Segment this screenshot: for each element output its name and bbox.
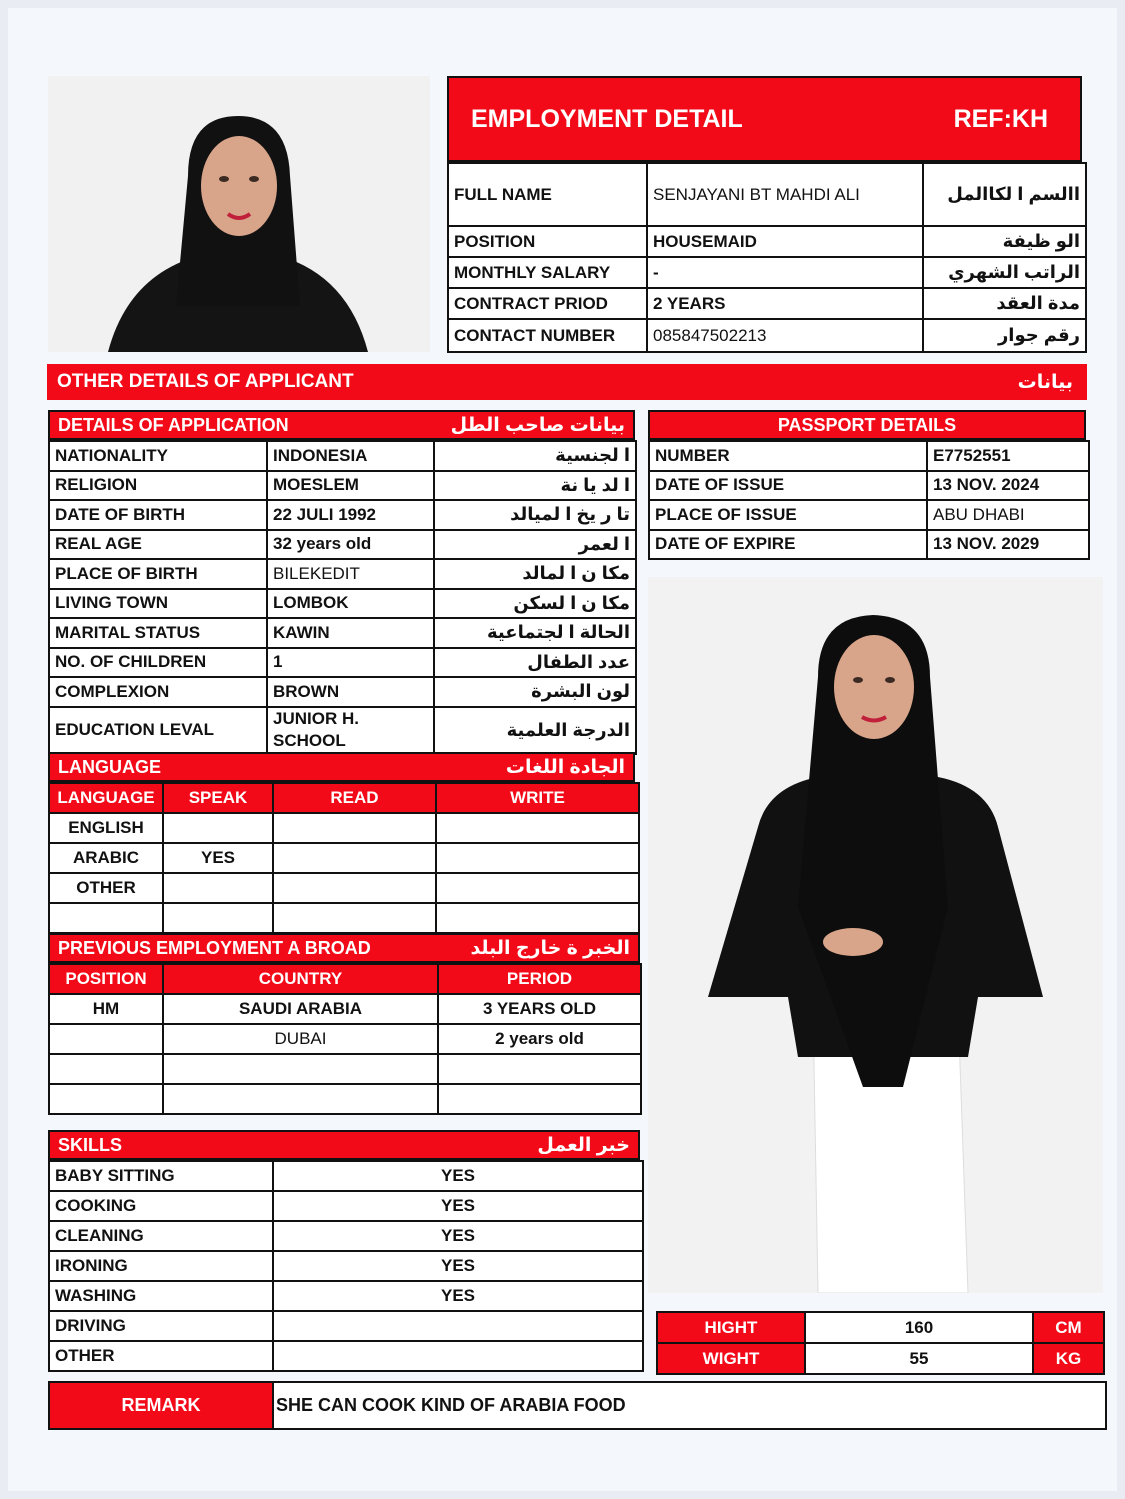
- table-row: [49, 1054, 641, 1084]
- other-details-title-arabic: بيانات: [1017, 371, 1073, 393]
- other-details-title: OTHER DETAILS OF APPLICANT: [57, 371, 354, 392]
- field-label-arabic: الو ظيفة: [923, 226, 1086, 257]
- column-header: PERIOD: [438, 964, 641, 994]
- passport-header: [648, 410, 1086, 440]
- field-label-arabic: ا لجنسية: [434, 441, 636, 471]
- field-label: FULL NAME: [448, 163, 647, 226]
- country-cell: SAUDI ARABIA: [163, 994, 438, 1024]
- field-label: MONTHLY SALARY: [448, 257, 647, 288]
- field-label-arabic: رقم جوار: [923, 319, 1086, 352]
- skill-name: CLEANING: [49, 1221, 273, 1251]
- field-label: CONTACT NUMBER: [448, 319, 647, 352]
- read-cell: [273, 903, 436, 933]
- skill-value: YES: [273, 1191, 643, 1221]
- table-row: [649, 441, 1089, 471]
- position-cell: [49, 1084, 163, 1114]
- speak-cell: [163, 903, 273, 933]
- table-row: [49, 1341, 643, 1371]
- passport-field-value: ABU DHABI: [927, 500, 1089, 530]
- speak-cell: [163, 813, 273, 843]
- period-cell: [438, 1084, 641, 1114]
- language-header: [48, 752, 635, 782]
- field-label: PLACE OF BIRTH: [49, 559, 267, 589]
- skill-name: COOKING: [49, 1191, 273, 1221]
- table-row: [49, 1281, 643, 1311]
- table-row: [49, 559, 636, 589]
- table-row: [49, 530, 636, 560]
- write-cell: [436, 903, 639, 933]
- field-label: POSITION: [448, 226, 647, 257]
- period-cell: [438, 1054, 641, 1084]
- table-row: [49, 500, 636, 530]
- passport-title: PASSPORT DETAILS: [777, 414, 957, 435]
- table-row: [49, 648, 636, 678]
- table-row: [49, 471, 636, 501]
- column-header: SPEAK: [163, 783, 273, 813]
- previous-employment-table: [48, 963, 642, 1115]
- field-label-arabic: الراتب الشهري: [923, 257, 1086, 288]
- field-value: HOUSEMAID: [647, 226, 923, 257]
- skill-value: YES: [273, 1251, 643, 1281]
- skills-title: SKILLS: [58, 1134, 123, 1155]
- table-row: [49, 903, 639, 933]
- remark-label: REMARK: [49, 1382, 273, 1429]
- application-table: [48, 440, 637, 755]
- passport-field-value: 13 NOV. 2024: [927, 471, 1089, 501]
- reference-code: REF:KH: [953, 104, 1048, 133]
- language-table: [48, 782, 640, 934]
- table-row: [49, 707, 636, 754]
- table-row: [49, 441, 636, 471]
- language-name: [49, 903, 163, 933]
- passport-table: [648, 440, 1090, 560]
- field-value: BROWN: [267, 677, 434, 707]
- table-row: [49, 843, 639, 873]
- field-value: LOMBOK: [267, 589, 434, 619]
- person-portrait-icon: [48, 76, 430, 352]
- passport-field-label: DATE OF ISSUE: [649, 471, 927, 501]
- weight-label: WIGHT: [657, 1343, 805, 1374]
- field-value: 22 JULI 1992: [267, 500, 434, 530]
- language-name: OTHER: [49, 873, 163, 903]
- table-row: [49, 1084, 641, 1114]
- position-cell: HM: [49, 994, 163, 1024]
- skill-value: [273, 1311, 643, 1341]
- weight-unit: KG: [1033, 1343, 1104, 1374]
- skills-table: [48, 1160, 644, 1372]
- field-label-arabic: مدة العقد: [923, 288, 1086, 319]
- read-cell: [273, 873, 436, 903]
- previous-employment-header: [48, 933, 640, 963]
- table-row: [649, 500, 1089, 530]
- column-header: POSITION: [49, 964, 163, 994]
- column-header: COUNTRY: [163, 964, 438, 994]
- period-cell: 2 years old: [438, 1024, 641, 1054]
- language-title-arabic: الجادة اللغات: [505, 756, 625, 778]
- employment-header: [447, 76, 1082, 162]
- full-body-photo: [648, 577, 1103, 1293]
- skill-name: IRONING: [49, 1251, 273, 1281]
- field-value: 32 years old: [267, 530, 434, 560]
- table-row: [49, 994, 641, 1024]
- passport-field-value: E7752551: [927, 441, 1089, 471]
- language-name: ENGLISH: [49, 813, 163, 843]
- country-cell: [163, 1054, 438, 1084]
- country-cell: [163, 1084, 438, 1114]
- table-row: [49, 1382, 1106, 1429]
- skill-name: DRIVING: [49, 1311, 273, 1341]
- employment-title: EMPLOYMENT DETAIL: [471, 104, 743, 133]
- field-label: NO. OF CHILDREN: [49, 648, 267, 678]
- portrait-photo: [48, 76, 430, 352]
- employment-table: [447, 162, 1087, 353]
- table-row: [448, 319, 1086, 352]
- read-cell: [273, 813, 436, 843]
- skill-name: OTHER: [49, 1341, 273, 1371]
- education-line-2: SCHOOL: [273, 731, 346, 750]
- column-header: LANGUAGE: [49, 783, 163, 813]
- field-label: EDUCATION LEVAL: [49, 707, 267, 754]
- speak-cell: YES: [163, 843, 273, 873]
- period-cell: 3 YEARS OLD: [438, 994, 641, 1024]
- write-cell: [436, 873, 639, 903]
- table-row: [49, 589, 636, 619]
- previous-employment-title-arabic: الخبر ة خارج البلد: [470, 937, 630, 959]
- position-cell: [49, 1054, 163, 1084]
- table-row: [49, 1221, 643, 1251]
- application-title: DETAILS OF APPLICATION: [58, 414, 289, 435]
- table-row: [49, 1311, 643, 1341]
- field-value: KAWIN: [267, 618, 434, 648]
- table-row: [49, 618, 636, 648]
- table-row: [49, 873, 639, 903]
- application-header: [48, 410, 635, 440]
- table-row: [448, 257, 1086, 288]
- skills-header: [48, 1130, 640, 1160]
- field-value: [267, 707, 434, 754]
- write-cell: [436, 843, 639, 873]
- table-row: [448, 163, 1086, 226]
- table-row: [448, 288, 1086, 319]
- passport-field-label: NUMBER: [649, 441, 927, 471]
- field-value: -: [647, 257, 923, 288]
- field-value: INDONESIA: [267, 441, 434, 471]
- field-label: COMPLEXION: [49, 677, 267, 707]
- country-cell: DUBAI: [163, 1024, 438, 1054]
- field-label-arabic: الدرجة العلمية: [434, 707, 636, 754]
- field-label-arabic: ا لعمر: [434, 530, 636, 560]
- field-value: 2 YEARS: [647, 288, 923, 319]
- field-label-arabic: ا لد يا نة: [434, 471, 636, 501]
- field-label-arabic: عدد الطفال: [434, 648, 636, 678]
- skill-value: YES: [273, 1161, 643, 1191]
- field-label-arabic: مكا ن ا لسكن: [434, 589, 636, 619]
- field-label: NATIONALITY: [49, 441, 267, 471]
- write-cell: [436, 813, 639, 843]
- skill-name: BABY SITTING: [49, 1161, 273, 1191]
- position-cell: [49, 1024, 163, 1054]
- skills-title-arabic: خبر العمل: [537, 1134, 630, 1156]
- table-row: [49, 677, 636, 707]
- education-line-1: JUNIOR H.: [273, 709, 359, 728]
- skill-value: YES: [273, 1281, 643, 1311]
- other-details-bar: [47, 364, 1087, 400]
- field-label: DATE OF BIRTH: [49, 500, 267, 530]
- person-full-body-icon: [648, 577, 1103, 1293]
- table-row: [49, 1161, 643, 1191]
- field-value: SENJAYANI BT MAHDI ALI: [647, 163, 923, 226]
- passport-field-value: 13 NOV. 2029: [927, 530, 1089, 560]
- column-header: READ: [273, 783, 436, 813]
- table-row: [657, 1312, 1104, 1343]
- field-label-arabic: لون البشرة: [434, 677, 636, 707]
- table-row: [657, 1343, 1104, 1374]
- field-value: 1: [267, 648, 434, 678]
- skill-name: WASHING: [49, 1281, 273, 1311]
- field-value: BILEKEDIT: [267, 559, 434, 589]
- field-label: CONTRACT PRIOD: [448, 288, 647, 319]
- weight-value: 55: [805, 1343, 1033, 1374]
- table-row: [49, 1024, 641, 1054]
- field-label: LIVING TOWN: [49, 589, 267, 619]
- table-header-row: [49, 964, 641, 994]
- body-measurements-table: [656, 1311, 1105, 1375]
- speak-cell: [163, 873, 273, 903]
- field-label-arabic: الحالة ا لجتماعية: [434, 618, 636, 648]
- height-value: 160: [805, 1312, 1033, 1343]
- field-value: 085847502213: [647, 319, 923, 352]
- field-label: RELIGION: [49, 471, 267, 501]
- table-row: [649, 471, 1089, 501]
- read-cell: [273, 843, 436, 873]
- column-header: WRITE: [436, 783, 639, 813]
- remark-value: SHE CAN COOK KIND OF ARABIA FOOD: [273, 1382, 1106, 1429]
- table-row: [49, 1191, 643, 1221]
- language-title: LANGUAGE: [58, 756, 161, 777]
- height-label: HIGHT: [657, 1312, 805, 1343]
- skill-value: [273, 1341, 643, 1371]
- field-label-arabic: االسم ا لكاالمل: [923, 163, 1086, 226]
- table-row: [649, 530, 1089, 560]
- field-label-arabic: تا ر يخ ا لميالد: [434, 500, 636, 530]
- passport-field-label: PLACE OF ISSUE: [649, 500, 927, 530]
- field-label-arabic: مكا ن ا لمالد: [434, 559, 636, 589]
- field-label: REAL AGE: [49, 530, 267, 560]
- height-unit: CM: [1033, 1312, 1104, 1343]
- application-title-arabic: بيانات صاحب الطل: [450, 414, 625, 436]
- table-row: [49, 813, 639, 843]
- field-value: MOESLEM: [267, 471, 434, 501]
- table-row: [49, 1251, 643, 1281]
- skill-value: YES: [273, 1221, 643, 1251]
- field-label: MARITAL STATUS: [49, 618, 267, 648]
- language-name: ARABIC: [49, 843, 163, 873]
- table-header-row: [49, 783, 639, 813]
- previous-employment-title: PREVIOUS EMPLOYMENT A BROAD: [58, 937, 371, 958]
- table-row: [448, 226, 1086, 257]
- passport-field-label: DATE OF EXPIRE: [649, 530, 927, 560]
- remark-table: [48, 1381, 1107, 1430]
